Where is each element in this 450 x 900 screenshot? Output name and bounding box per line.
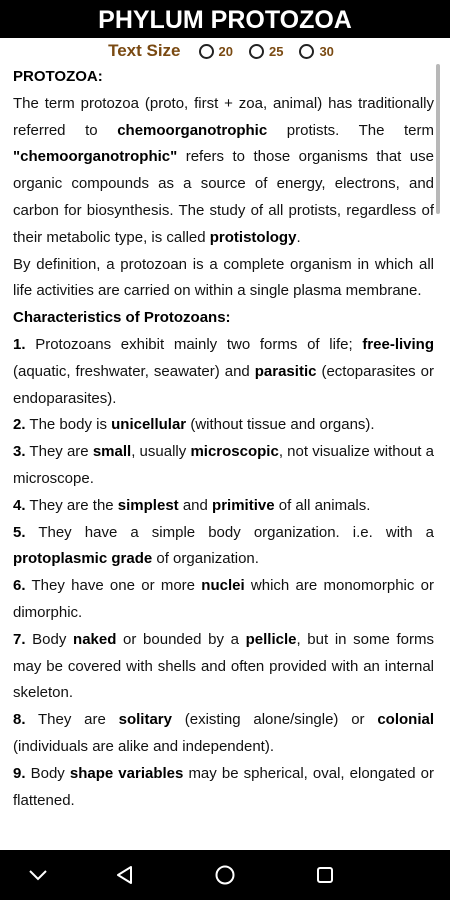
back-triangle-icon bbox=[115, 865, 135, 885]
radio-icon[interactable] bbox=[299, 44, 314, 59]
text-size-option-30[interactable] bbox=[299, 44, 333, 59]
list-item: 5. They have a simple body organization. i.e. with a protoplasmic grade of organization. bbox=[13, 523, 434, 568]
text-size-option-label: 30 bbox=[319, 43, 334, 59]
text-size-option-25[interactable] bbox=[249, 44, 283, 59]
list-item: 4. They are the simplest and primitive of all animals. bbox=[13, 496, 371, 514]
radio-icon[interactable] bbox=[249, 44, 264, 59]
list-item: 9. Body shape variables may be spherical, oval, elongated or flattened. bbox=[13, 764, 434, 809]
nav-back-chevron-button[interactable] bbox=[8, 850, 68, 900]
radio-icon[interactable] bbox=[199, 44, 214, 59]
scrollbar[interactable] bbox=[436, 64, 440, 214]
home-circle-icon bbox=[214, 864, 236, 886]
text-size-option-label: 20 bbox=[218, 43, 233, 59]
article-content[interactable] bbox=[13, 64, 434, 850]
paragraph: The term protozoa (proto, first + zoa, animal) has traditionally referred to chemoorganotrophic protists. The term "chemoorganotrophic" refers to those organisms that use organic compounds as a source of energy, electrons, and carbon for biosynthesis. The study of all protists, regardless of their metabolic type, is called protistology. bbox=[13, 94, 434, 246]
list-item: 3. They are small, usually microscopic, not visualize without a microscope. bbox=[13, 443, 434, 487]
text-size-option-label: 25 bbox=[268, 43, 284, 59]
system-nav-bar bbox=[0, 850, 450, 900]
back-chevron-icon bbox=[28, 869, 48, 881]
list-item: 6. They have one or more nuclei which are monomorphic or dimorphic. bbox=[13, 577, 434, 621]
nav-recents-button[interactable] bbox=[295, 850, 355, 900]
list-item: 7. Body naked or bounded by a pellicle, but in some forms may be covered with shells and often provided with an internal skeleton. bbox=[13, 630, 434, 702]
section-heading: PROTOZOA: bbox=[13, 68, 103, 85]
nav-back-button[interactable] bbox=[95, 850, 155, 900]
text-size-option-20[interactable] bbox=[199, 44, 233, 59]
app-header bbox=[0, 0, 450, 38]
text-size-selector bbox=[0, 38, 450, 64]
page-title: PHYLUM PROTOZOA bbox=[98, 6, 352, 34]
section-heading: Characteristics of Protozoans: bbox=[13, 309, 231, 327]
list-item: 1. Protozoans exhibit mainly two forms of life; free-living (aquatic, freshwater, seawater) and parasitic (ectoparasites or endoparasites). bbox=[13, 335, 434, 407]
text-size-label: Text Size bbox=[108, 41, 181, 60]
recents-square-icon bbox=[315, 865, 335, 885]
nav-home-button[interactable] bbox=[195, 850, 255, 900]
list-item: 2. The body is unicellular (without tissue and organs). bbox=[13, 416, 375, 434]
list-item: 8. They are solitary (existing alone/single) or colonial (individuals are alike and independent). bbox=[13, 711, 434, 755]
paragraph: By definition, a protozoan is a complete organism in which all life activities are carried on within a single plasma membrane. bbox=[13, 255, 434, 300]
